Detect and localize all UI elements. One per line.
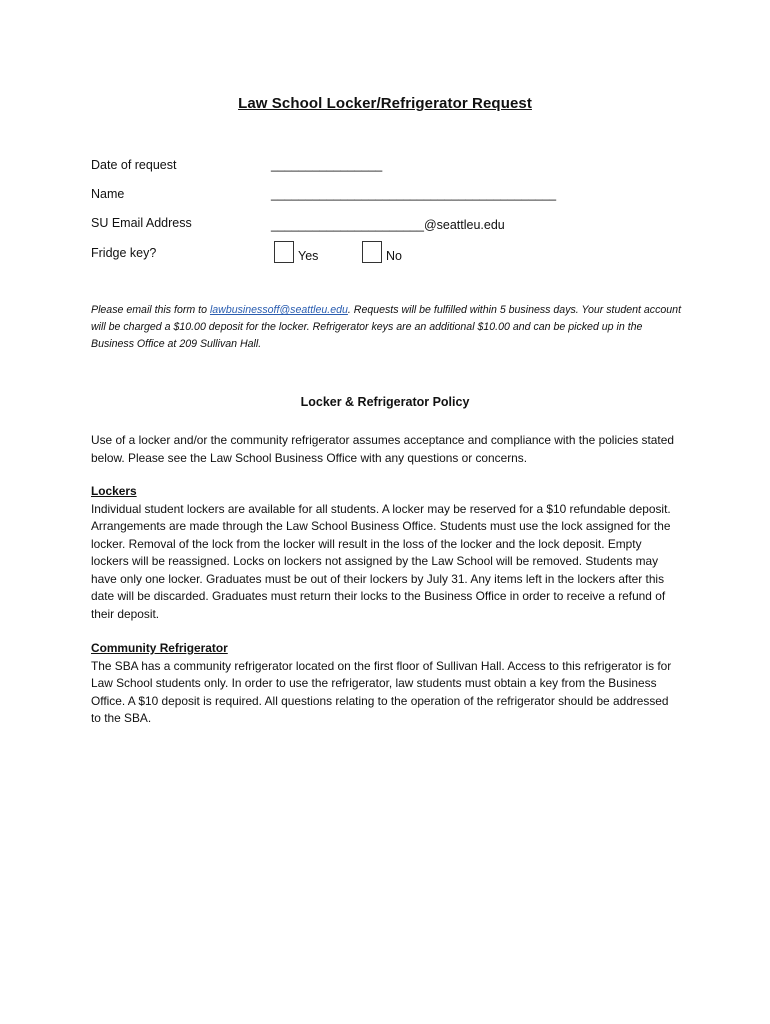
fridge-heading: Community Refrigerator (91, 641, 228, 655)
name-label: Name (91, 187, 125, 201)
notice-text-before: Please email this form to (91, 304, 210, 316)
email-field[interactable]: ______________________@seattleu.edu (271, 218, 505, 232)
name-field[interactable]: _________________________________________ (271, 187, 557, 201)
submission-notice (91, 302, 686, 353)
email-label: SU Email Address (91, 216, 192, 230)
no-checkbox[interactable] (362, 241, 382, 263)
policy-intro: Use of a locker and/or the community refrigerator assumes acceptance and compliance with the policies stated below. Please see the Law School Business Office with any questions or concerns. (91, 433, 674, 465)
lockers-body: Individual student lockers are available for all students. A locker may be reserved for a $10 refundable deposit. Arrangements are made through the Law School Business Office. Students must use the lock assigned for the locker. Removal of the lock from the locker will result in the loss of the locker and the lock deposit. Empty lockers will be reassigned. Locks on lockers not assigned by the Law School will be removed. Students may have only one locker. Graduates must be out of their lockers by July 31. Any items left in the lockers after this date will be discarded. Graduates must return their locks to the Business Office in order to receive a refund of their deposit. (91, 501, 671, 621)
fridge-label: Fridge key? (91, 246, 157, 260)
fridge-body: The SBA has a community refrigerator located on the first floor of Sullivan Hall. Access to this refrigerator is for Law School students only. In order to use the refrigerator, law students must obtain a key from the Business Office. A $10 deposit is required. All questions relating to the operation of the refrigerator should be addressed to the SBA. (91, 658, 672, 725)
yes-label: Yes (298, 249, 319, 263)
page-title: Law School Locker/Refrigerator Request (238, 95, 532, 112)
email-link[interactable]: lawbusinessoff@seattleu.edu (209, 304, 348, 316)
policy-title: Locker & Refrigerator Policy (300, 395, 470, 409)
date-label: Date of request (91, 158, 177, 172)
notice-text-after: . Requests will be fulfilled within 5 business days. Your student account will be charged a $10.00 deposit for the locker. Refrigerator keys are an additional $10.00 and can be picked up in the Business Office at 209 Sullivan Hall. (91, 304, 682, 350)
lockers-section (91, 483, 681, 623)
date-field[interactable]: ________________ (271, 158, 383, 172)
fridge-section (91, 640, 681, 728)
no-label: No (386, 249, 402, 263)
yes-checkbox[interactable] (274, 241, 294, 263)
lockers-heading: Lockers (91, 484, 137, 498)
